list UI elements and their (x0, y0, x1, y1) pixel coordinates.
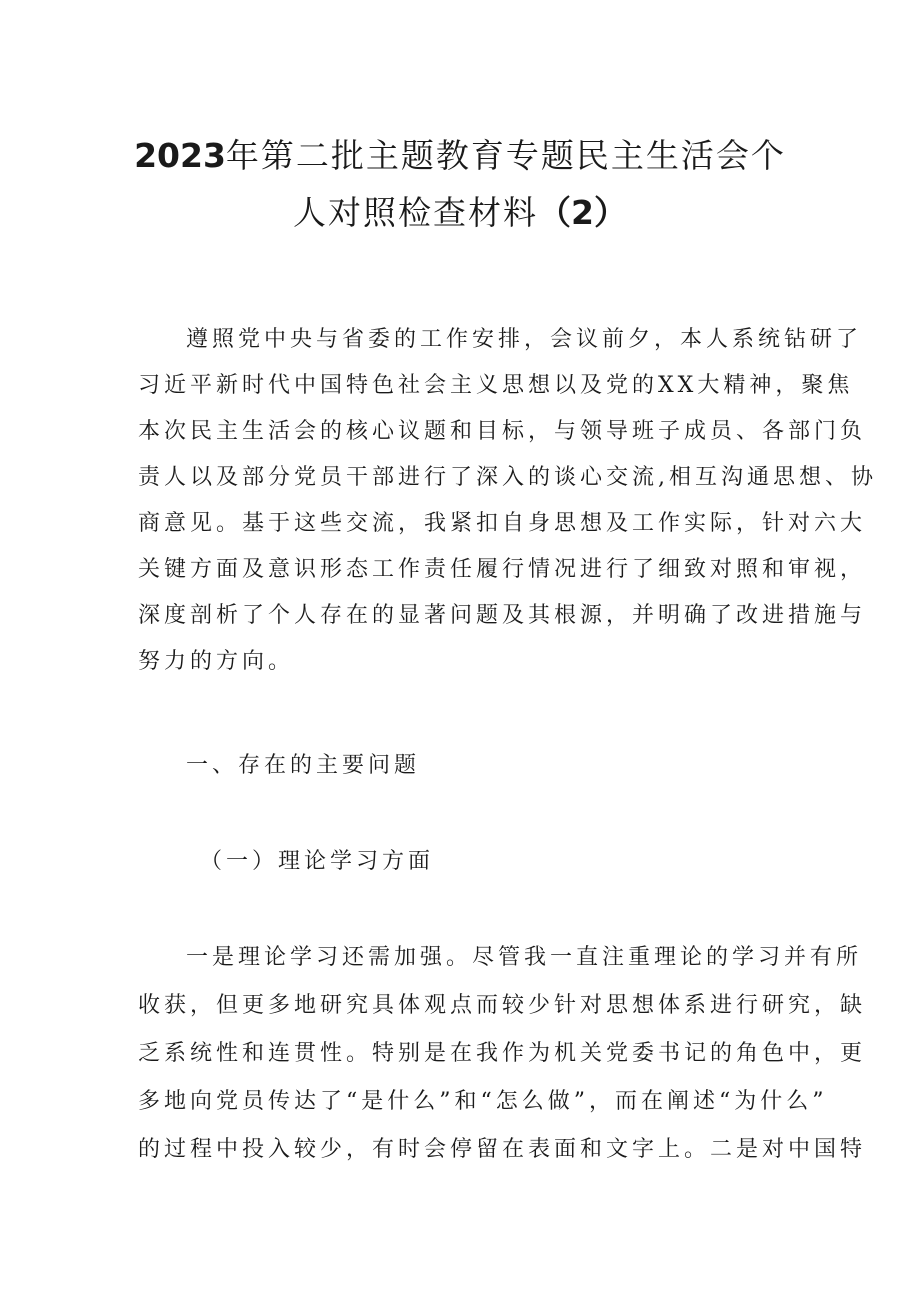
intro-line-7: 深度剖析了个人存在的显著问题及其根源，并明确了改进措施与 (138, 603, 867, 628)
intro-line-2: 习近平新时代中国特色社会主义思想以及党的XX大精神，聚焦 (138, 373, 854, 398)
intro-line-3: 本次民主生活会的核心议题和目标，与领导班子成员、各部门负 (138, 419, 867, 444)
body-line-1: 一是理论学习还需加强。尽管我一直注重理论的学习并有所 (186, 945, 863, 970)
intro-line-5: 商意见。基于这些交流，我紧扣自身思想及工作实际，针对六大 (138, 511, 867, 536)
section-heading-1: 一、存在的主要问题 (186, 753, 421, 778)
body-line-2: 收获，但更多地研究具体观点而较少针对思想体系进行研究，缺 (138, 993, 867, 1018)
intro-line-6: 关键方面及意识形态工作责任履行情况进行了细致对照和审视， (138, 557, 867, 582)
body-line-3: 乏系统性和连贯性。特别是在我作为机关党委书记的角色中，更 (138, 1041, 867, 1066)
body-line-5: 的过程中投入较少，有时会停留在表面和文字上。二是对中国特 (138, 1137, 867, 1162)
intro-line-4: 责人以及部分党员干部进行了深入的谈心交流,相互沟通思想、协 (138, 465, 877, 490)
intro-line-1: 遵照党中央与省委的工作安排，会议前夕，本人系统钻研了 (186, 327, 863, 352)
body-line-4: 多地向党员传达了“是什么”和“怎么做”，而在阐述“为什么” (138, 1089, 828, 1114)
title-text-2: 人对照检查材料 (293, 193, 539, 232)
intro-line-8: 努力的方向。 (138, 649, 295, 674)
document-title-line-1 (100, 136, 820, 176)
title-year: 2023 (134, 136, 226, 175)
document-title-line-2 (100, 193, 820, 233)
title-text-1: 年第二批主题教育专题民主生活会个 (225, 136, 786, 175)
subsection-heading-1: （一）理论学习方面 (200, 849, 435, 874)
title-suffix: （2） (538, 193, 627, 232)
